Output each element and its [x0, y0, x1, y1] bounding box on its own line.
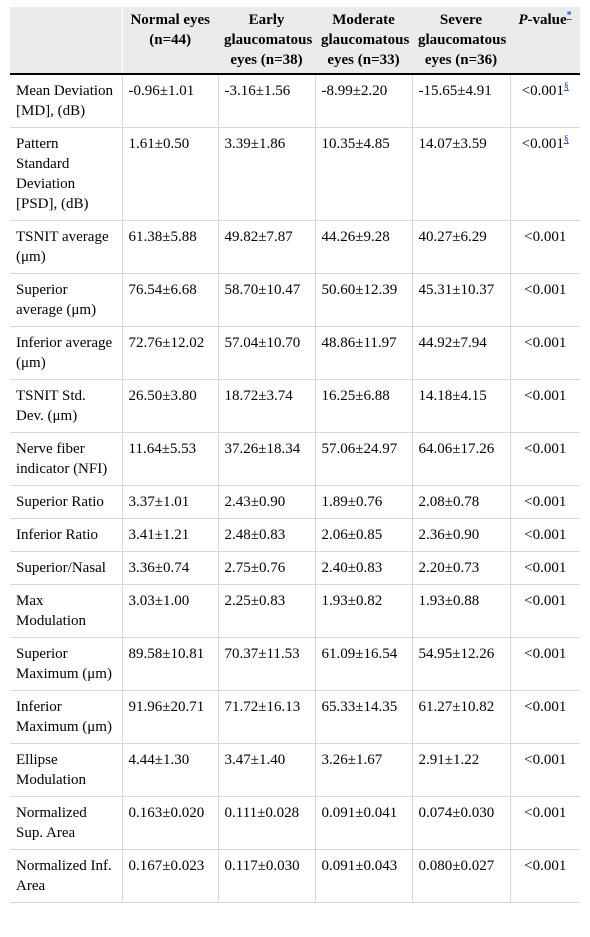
value-early: 2.25±0.83	[218, 585, 315, 638]
p-value	[510, 552, 580, 585]
row-label: Superior average (μm)	[10, 274, 122, 327]
p-value-text: <0.001	[524, 229, 567, 245]
footnote-link[interactable]: §	[563, 134, 569, 145]
header-moderate-glaucomatous: Moderate glaucomatous eyes (n=33)	[315, 7, 412, 74]
value-early: 2.75±0.76	[218, 552, 315, 585]
value-moderate: 61.09±16.54	[315, 638, 412, 691]
value-moderate: 10.35±4.85	[315, 128, 412, 221]
value-early: 37.26±18.34	[218, 433, 315, 486]
row-label: Normalized Inf. Area	[10, 850, 122, 903]
row-label: Max Modulation	[10, 585, 122, 638]
row-label: Inferior Ratio	[10, 519, 122, 552]
value-normal: 3.37±1.01	[122, 486, 218, 519]
footnote-link[interactable]: §	[563, 81, 569, 92]
value-normal: 1.61±0.50	[122, 128, 218, 221]
p-value-text: <0.001	[521, 136, 564, 152]
table-row	[10, 327, 580, 380]
value-severe: 2.08±0.78	[412, 486, 510, 519]
header-normal-eyes: Normal eyes (n=44)	[122, 7, 218, 74]
p-value	[510, 744, 580, 797]
value-moderate: 2.06±0.85	[315, 519, 412, 552]
p-value-text: <0.001	[524, 699, 567, 715]
value-normal: 3.03±1.00	[122, 585, 218, 638]
table-row	[10, 380, 580, 433]
value-normal: 72.76±12.02	[122, 327, 218, 380]
value-normal: 3.36±0.74	[122, 552, 218, 585]
p-value-text: <0.001	[524, 527, 567, 543]
row-label: Nerve fiber indicator (NFI)	[10, 433, 122, 486]
table-row	[10, 519, 580, 552]
p-value-text: <0.001	[524, 646, 567, 662]
header-early-glaucomatous: Early glaucomatous eyes (n=38)	[218, 7, 315, 74]
value-moderate: 0.091±0.041	[315, 797, 412, 850]
p-value	[510, 433, 580, 486]
p-value	[510, 74, 580, 128]
p-value-text: <0.001	[524, 805, 567, 821]
row-label: Pattern Standard Deviation [PSD], (dB)	[10, 128, 122, 221]
header-severe-glaucomatous: Severe glaucomatous eyes (n=36)	[412, 7, 510, 74]
header-empty-cell	[10, 7, 122, 74]
value-moderate: 1.93±0.82	[315, 585, 412, 638]
table-header	[10, 7, 580, 74]
value-early: 0.117±0.030	[218, 850, 315, 903]
row-label: Ellipse Modulation	[10, 744, 122, 797]
value-severe: 40.27±6.29	[412, 221, 510, 274]
value-moderate: 2.40±0.83	[315, 552, 412, 585]
value-normal: 4.44±1.30	[122, 744, 218, 797]
value-severe: 2.20±0.73	[412, 552, 510, 585]
p-value	[510, 327, 580, 380]
table-row	[10, 221, 580, 274]
p-value	[510, 221, 580, 274]
p-value	[510, 128, 580, 221]
value-severe: 0.074±0.030	[412, 797, 510, 850]
table-row	[10, 638, 580, 691]
p-value	[510, 486, 580, 519]
row-label: TSNIT Std. Dev. (μm)	[10, 380, 122, 433]
value-severe: 0.080±0.027	[412, 850, 510, 903]
value-early: 18.72±3.74	[218, 380, 315, 433]
value-moderate: -8.99±2.20	[315, 74, 412, 128]
header-p-value	[510, 7, 580, 74]
value-severe: 61.27±10.82	[412, 691, 510, 744]
table-row	[10, 691, 580, 744]
table-body	[10, 74, 580, 903]
p-value	[510, 797, 580, 850]
table-row	[10, 74, 580, 128]
header-p-rest: -value	[527, 12, 567, 28]
p-value-text: <0.001	[524, 858, 567, 874]
value-moderate: 3.26±1.67	[315, 744, 412, 797]
p-value-text: <0.001	[524, 441, 567, 457]
p-value-text: <0.001	[524, 335, 567, 351]
value-moderate: 48.86±11.97	[315, 327, 412, 380]
p-value	[510, 380, 580, 433]
value-normal: 61.38±5.88	[122, 221, 218, 274]
p-value-text: <0.001	[524, 752, 567, 768]
value-severe: 1.93±0.88	[412, 585, 510, 638]
value-normal: 11.64±5.53	[122, 433, 218, 486]
value-early: 2.43±0.90	[218, 486, 315, 519]
row-label: Superior Ratio	[10, 486, 122, 519]
header-p-letter: P	[518, 12, 528, 28]
row-label: TSNIT average (μm)	[10, 221, 122, 274]
value-early: 71.72±16.13	[218, 691, 315, 744]
p-value	[510, 585, 580, 638]
value-early: 57.04±10.70	[218, 327, 315, 380]
table-row	[10, 274, 580, 327]
p-value-text: <0.001	[524, 560, 567, 576]
table-row	[10, 552, 580, 585]
p-value	[510, 274, 580, 327]
value-moderate: 0.091±0.043	[315, 850, 412, 903]
value-early: 70.37±11.53	[218, 638, 315, 691]
row-label: Normalized Sup. Area	[10, 797, 122, 850]
value-moderate: 65.33±14.35	[315, 691, 412, 744]
p-value-text: <0.001	[524, 282, 567, 298]
value-severe: 2.36±0.90	[412, 519, 510, 552]
row-label: Inferior average (μm)	[10, 327, 122, 380]
value-normal: -0.96±1.01	[122, 74, 218, 128]
value-moderate: 44.26±9.28	[315, 221, 412, 274]
table-row	[10, 433, 580, 486]
p-value	[510, 850, 580, 903]
value-moderate: 57.06±24.97	[315, 433, 412, 486]
table-row	[10, 850, 580, 903]
value-early: -3.16±1.56	[218, 74, 315, 128]
value-moderate: 1.89±0.76	[315, 486, 412, 519]
value-severe: 14.07±3.59	[412, 128, 510, 221]
value-early: 3.39±1.86	[218, 128, 315, 221]
results-table	[10, 7, 580, 903]
p-value-text: <0.001	[521, 83, 564, 99]
footnote-link-star[interactable]: *	[566, 10, 572, 21]
value-moderate: 50.60±12.39	[315, 274, 412, 327]
header-row	[10, 7, 580, 74]
value-severe: 45.31±10.37	[412, 274, 510, 327]
value-moderate: 16.25±6.88	[315, 380, 412, 433]
value-normal: 89.58±10.81	[122, 638, 218, 691]
p-value-text: <0.001	[524, 388, 567, 404]
p-value-text: <0.001	[524, 593, 567, 609]
value-severe: -15.65±4.91	[412, 74, 510, 128]
value-normal: 91.96±20.71	[122, 691, 218, 744]
value-normal: 26.50±3.80	[122, 380, 218, 433]
table-row	[10, 585, 580, 638]
value-early: 49.82±7.87	[218, 221, 315, 274]
row-label: Superior Maximum (μm)	[10, 638, 122, 691]
value-early: 58.70±10.47	[218, 274, 315, 327]
table-row	[10, 744, 580, 797]
value-severe: 2.91±1.22	[412, 744, 510, 797]
value-severe: 44.92±7.94	[412, 327, 510, 380]
value-normal: 0.163±0.020	[122, 797, 218, 850]
table-row	[10, 128, 580, 221]
p-value-text: <0.001	[524, 494, 567, 510]
p-value	[510, 691, 580, 744]
value-severe: 14.18±4.15	[412, 380, 510, 433]
table-row	[10, 797, 580, 850]
value-normal: 76.54±6.68	[122, 274, 218, 327]
value-early: 2.48±0.83	[218, 519, 315, 552]
value-early: 0.111±0.028	[218, 797, 315, 850]
value-severe: 54.95±12.26	[412, 638, 510, 691]
row-label: Mean Deviation [MD], (dB)	[10, 74, 122, 128]
value-early: 3.47±1.40	[218, 744, 315, 797]
value-normal: 0.167±0.023	[122, 850, 218, 903]
table-row	[10, 486, 580, 519]
value-normal: 3.41±1.21	[122, 519, 218, 552]
p-value	[510, 638, 580, 691]
value-severe: 64.06±17.26	[412, 433, 510, 486]
p-value	[510, 519, 580, 552]
row-label: Superior/Nasal	[10, 552, 122, 585]
row-label: Inferior Maximum (μm)	[10, 691, 122, 744]
